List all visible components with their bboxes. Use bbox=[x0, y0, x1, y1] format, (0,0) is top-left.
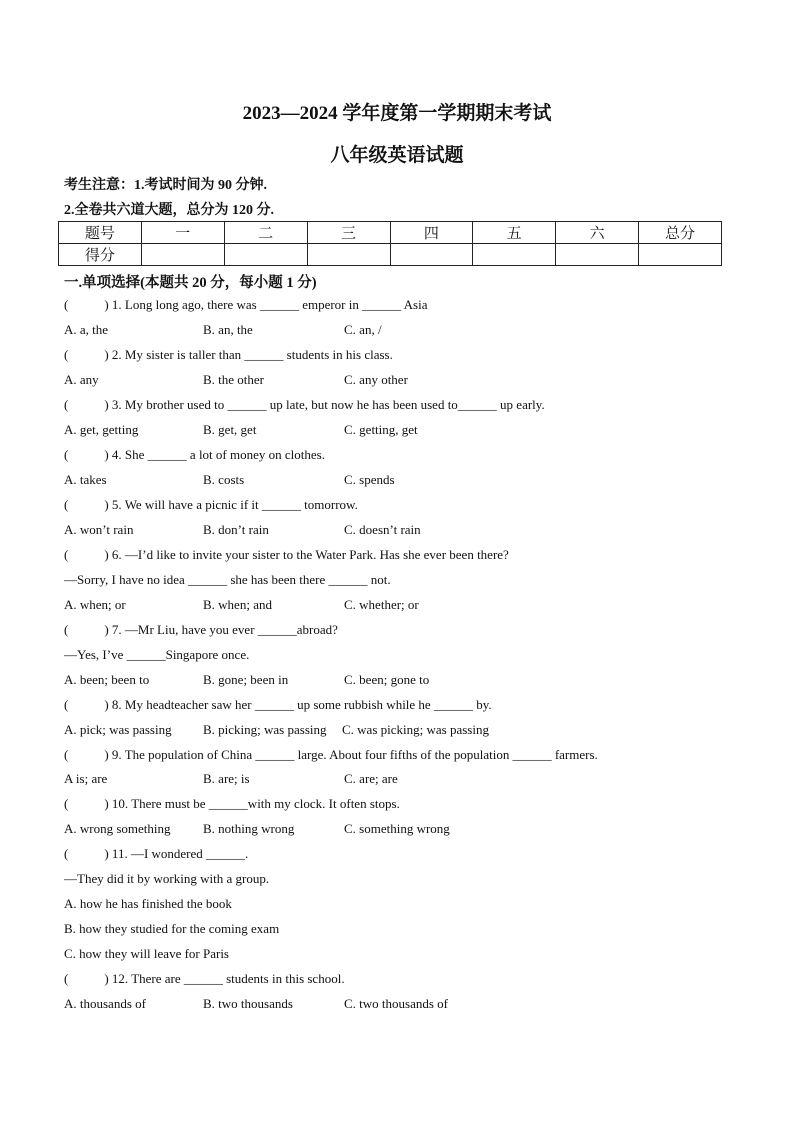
option-b: B. get, get bbox=[203, 422, 257, 437]
option-a: A. pick; was passing bbox=[64, 722, 172, 737]
score-cell: 一 bbox=[141, 222, 224, 244]
question-stem: ( ) 4. She ______ a lot of money on clothes. bbox=[64, 447, 325, 462]
exam-note-total: 2.全卷共六道大题，总分为 120 分. bbox=[64, 203, 274, 218]
option-c: C. was picking; was passing bbox=[342, 722, 489, 737]
question-stem: ( ) 9. The population of China ______ large. About four fifths of the population ______ farmers. bbox=[64, 747, 598, 762]
option-c: C. doesn’t rain bbox=[344, 522, 421, 537]
question-stem: ( ) 2. My sister is taller than ______ students in his class. bbox=[64, 347, 393, 362]
option-c: C. getting, get bbox=[344, 422, 418, 437]
option-c: C. are; are bbox=[344, 771, 398, 786]
question-stem: ( ) 1. Long long ago, there was ______ emperor in ______ Asia bbox=[64, 297, 428, 312]
option-b: B. an, the bbox=[203, 322, 253, 337]
score-cell: 题号 bbox=[59, 222, 142, 244]
score-entry-cell[interactable] bbox=[224, 244, 307, 266]
option-b: B. when; and bbox=[203, 597, 272, 612]
option-b: B. are; is bbox=[203, 771, 250, 786]
question-stem: ( ) 7. —Mr Liu, have you ever ______abroad? bbox=[64, 622, 338, 637]
score-entry-cell[interactable] bbox=[307, 244, 390, 266]
option-a: A. when; or bbox=[64, 597, 126, 612]
exam-title: 2023—2024 学年度第一学期期末考试 bbox=[242, 103, 552, 124]
question-stem: ( ) 3. My brother used to ______ up late, but now he has been used to______ up early. bbox=[64, 397, 545, 412]
score-entry-cell[interactable] bbox=[639, 244, 722, 266]
option-b: B. nothing wrong bbox=[203, 821, 295, 836]
option-c: C. whether; or bbox=[344, 597, 419, 612]
question-reply: —Sorry, I have no idea ______ she has been there ______ not. bbox=[64, 572, 391, 587]
question-reply: —Yes, I’ve ______Singapore once. bbox=[64, 647, 250, 662]
question-stem: ( ) 5. We will have a picnic if it ______ tomorrow. bbox=[64, 497, 358, 512]
option-c: C. two thousands of bbox=[344, 996, 448, 1011]
option-a: A. how he has finished the book bbox=[64, 896, 232, 911]
option-a: A. been; been to bbox=[64, 672, 150, 687]
exam-subtitle: 八年级英语试题 bbox=[330, 145, 464, 166]
option-a: A. wrong something bbox=[64, 821, 171, 836]
score-cell: 四 bbox=[390, 222, 473, 244]
option-c: C. spends bbox=[344, 472, 395, 487]
score-entry-cell[interactable] bbox=[390, 244, 473, 266]
question-reply: —They did it by working with a group. bbox=[64, 871, 270, 886]
option-c: C. any other bbox=[344, 372, 408, 387]
option-a: A. any bbox=[64, 372, 99, 387]
score-cell: 五 bbox=[473, 222, 556, 244]
option-a: A. get, getting bbox=[64, 422, 139, 437]
score-entry-cell[interactable] bbox=[473, 244, 556, 266]
score-entry-cell[interactable] bbox=[556, 244, 639, 266]
question-stem: ( ) 6. —I’d like to invite your sister to the Water Park. Has she ever been there? bbox=[64, 547, 509, 562]
section-heading: 一.单项选择(本题共 20 分，每小题 1 分) bbox=[64, 275, 317, 291]
option-c: C. something wrong bbox=[344, 821, 450, 836]
question-stem: ( ) 10. There must be ______with my clock. It often stops. bbox=[64, 796, 400, 811]
question-stem: ( ) 11. —I wondered ______. bbox=[64, 846, 249, 861]
question-stem: ( ) 8. My headteacher saw her ______ up some rubbish while he ______ by. bbox=[64, 697, 492, 712]
option-a: A is; are bbox=[64, 771, 108, 786]
option-c: C. an, / bbox=[344, 322, 382, 337]
option-a: A. takes bbox=[64, 472, 107, 487]
option-b: B. don’t rain bbox=[203, 522, 269, 537]
exam-note-time: 考生注意：1.考试时间为 90 分钟. bbox=[64, 178, 267, 193]
score-cell: 总分 bbox=[639, 222, 722, 244]
option-c: C. been; gone to bbox=[344, 672, 430, 687]
option-b: B. how they studied for the coming exam bbox=[64, 921, 280, 936]
score-table-header-row bbox=[59, 222, 722, 244]
option-c: C. how they will leave for Paris bbox=[64, 946, 229, 961]
option-a: A. thousands of bbox=[64, 996, 146, 1011]
option-b: B. costs bbox=[203, 472, 245, 487]
question-stem: ( ) 12. There are ______ students in this school. bbox=[64, 971, 345, 986]
option-b: B. the other bbox=[203, 372, 265, 387]
option-b: B. gone; been in bbox=[203, 672, 289, 687]
score-cell: 得分 bbox=[59, 244, 142, 266]
score-table bbox=[58, 221, 722, 266]
score-table-score-row bbox=[59, 244, 722, 266]
score-cell: 三 bbox=[307, 222, 390, 244]
option-a: A. won’t rain bbox=[64, 522, 134, 537]
option-b: B. two thousands bbox=[203, 996, 293, 1011]
option-b: B. picking; was passing bbox=[203, 722, 327, 737]
option-a: A. a, the bbox=[64, 322, 109, 337]
score-entry-cell[interactable] bbox=[141, 244, 224, 266]
score-cell: 二 bbox=[224, 222, 307, 244]
score-cell: 六 bbox=[556, 222, 639, 244]
